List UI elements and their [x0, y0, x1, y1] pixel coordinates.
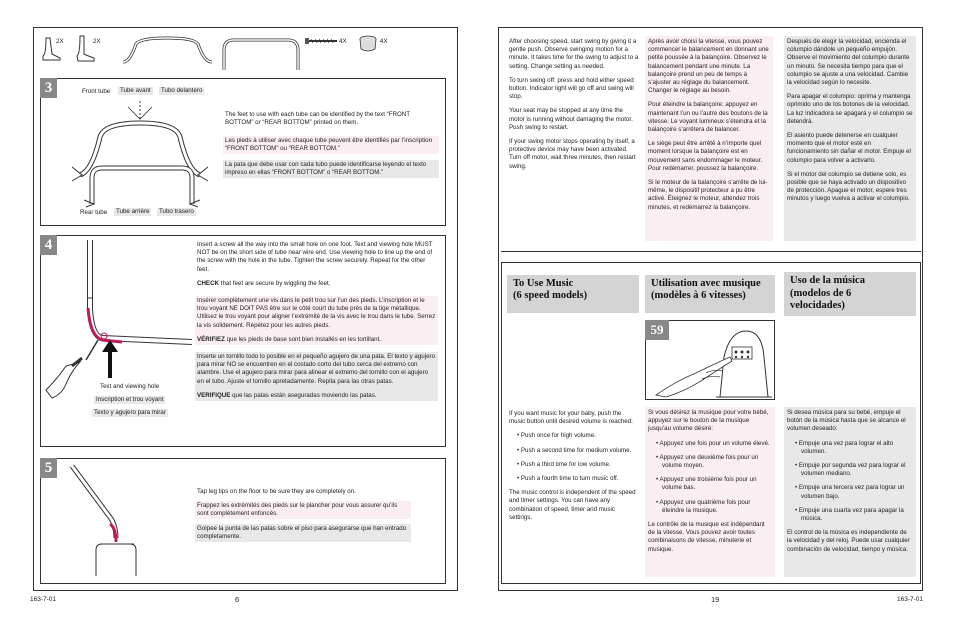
speed-fr-p1: Après avoir choisi la vitesse, vous pouvez commencer le balancement en donnant une petite poussée à la balançoire. Observez le balancement pendant une minute. La balançoire prend un peu de temps à s’ajuster au réglage du balancement. Changer le réglage au besoin. — [648, 38, 769, 95]
music-step-number: 59 — [645, 320, 669, 340]
music-en-bullet-3-text: Push a third time for low volume. — [520, 460, 611, 468]
step4-check-en — [197, 280, 434, 288]
step3-front-label-es: Tubo delantero — [161, 87, 203, 94]
music-en-bullet-2-text: Push a second time for medium volume. — [520, 446, 632, 454]
music-es-bullet-3: • Empuje una tercera vez para lograr un volumen bajo. — [795, 484, 905, 500]
music-es-bullet-4: • Empuje una cuarta vez para apagar la música. — [795, 506, 904, 523]
music-es-list — [787, 440, 913, 524]
step4-label-fr: Inscription et trou voyant — [96, 396, 164, 403]
music-fr-list — [648, 440, 772, 515]
step4-text-fr — [195, 296, 438, 345]
music-title-es: Uso de la música (modelos de 6 velocidades) — [784, 272, 916, 316]
music-en-bullet-4: • Push a fourth time to turn music off. — [517, 475, 619, 483]
music-en-bullet-1-text: Push once for high volume. — [520, 432, 596, 440]
music-fr-bullet-1: • Appuyez une fois pour un volume élevé. — [656, 439, 770, 447]
speed-es-p1: Después de elegir la velocidad, encienda el columpio dándole un pequeño empujón. Observe el movimiento del columpio durante un minuto. Se necesita tiempo para que el columpio se ajuste a una velocidad. Cambie la velocidad según lo necesite. — [787, 38, 910, 87]
step4-check-en-text: that feet are secure by wiggling the feet. — [219, 279, 331, 287]
speed-es-p4: Si el motor del columpio se detiene solo, es posible que se haya activado un dispositivo de protección. Apague el motor, espere tres minutos y luego vuelva a activar el columpio. — [787, 170, 910, 203]
music-fr-bullet-2: • Appuyez une deuxième fois pour un volume moyen. — [656, 453, 759, 470]
right-footer-page: 19 — [711, 595, 720, 604]
step4-text-es — [195, 352, 438, 401]
step4-instruction-es: Inserte un tornillo todo lo posible en el pequeño agujero de una pata. El texto y agujero para mirar NO se encuentren en el costado corto del tubo cerca del extremo con alambre. Use el agujero para mirar para alinear el extremo del tornillo con el agujero en el tubo. Ajuste el tornillo apretadamente. Repita para las otras patas. — [197, 353, 436, 385]
music-title-en: To Use Music (6 speed models) — [507, 275, 639, 313]
step3-rear-label-es: Tubo trasero — [159, 208, 194, 215]
music-col-en — [509, 410, 639, 528]
music-fr-outro: Le contrôle de la musique est indépendant de la vitesse. Vous pouvez avoir toutes combinaisons de vitesse, minuterie et musique. — [648, 521, 765, 553]
speed-en-p4: If your swing motor stops operating by itself, a protective device may have been activated. Turn off motor, wait three minutes, then restart swing. — [509, 138, 636, 170]
music-fr-intro: Si vous désirez la musique pour votre bébé, appuyez sur le bouton de la musique jusqu’au volume désiré: — [648, 409, 769, 433]
music-fr-bullet-3: • Appuyez une troisième fois pour un volume bas. — [656, 476, 757, 492]
music-es-bullet-1: • Empuje una vez para lograr el alto volumen. — [795, 439, 894, 455]
step4-number: 4 — [40, 235, 57, 255]
speed-es-p2: Para apagar el columpio: oprima y mantenga oprimido uno de los botones de la velocidad. La luz indicadora se apagará y el columpio se detendrá. — [787, 93, 913, 125]
step5-text-es: Golpee la punta de las patas sobre el piso para asegurarse que han entrado completamente. — [195, 524, 411, 542]
music-fr-bullet-3-text: Appuyez une troisième fois pour un volume bas. — [659, 476, 757, 492]
front-tube-part-icon — [120, 36, 215, 64]
step3-front-label-fr: Tube avant — [120, 87, 151, 94]
step4-check-es-text: que las patas están aseguradas moviendo las patas. — [230, 391, 377, 399]
step4-text-en — [197, 241, 434, 294]
step4-check-es-bold: VERIFIQUE — [197, 391, 231, 399]
screw-part-icon — [305, 37, 339, 45]
music-es-intro: Si desea música para su bebé, empuje el botón de la música hasta que se alcance el volumen deseado: — [787, 409, 906, 433]
speed-col-es — [784, 36, 916, 241]
music-en-bullet-2: • Push a second time for medium volume. — [517, 446, 632, 454]
speed-en-p2: To turn swing off: press and hold either speed button. Indicator light will go off and swing will stop. — [509, 76, 634, 101]
music-en-bullet-4-text: Push a fourth time to turn music off. — [520, 475, 619, 483]
music-es-outro: El control de la música es independiente de la velocidad y del reloj. Puede usar cualquier combinación de velocidad, tiempo y música. — [787, 529, 910, 553]
cap-part-icon — [358, 35, 378, 53]
parts-qty-3: 4X — [339, 38, 347, 45]
music-es-bullet-3-text: Empuje una tercera vez para lograr un volumen bajo. — [798, 484, 905, 500]
step3-text-en: The feet to use with each tube can be identified by the text “FRONT BOTTOM” or “REAR BOTTOM” printed on them. — [225, 111, 410, 127]
music-es-bullet-2-text: Empuje por segunda vez para lograr el volumen mediano. — [798, 462, 906, 478]
rear-tube-part-icon — [220, 34, 302, 74]
music-fr-bullet-4-text: Appuyez une quatrième fois pour éteindre la musique. — [659, 498, 751, 514]
music-es-bullet-1-text: Empuje una vez para lograr el alto volumen. — [798, 439, 894, 455]
step3-front-label-en: Front tube — [82, 88, 111, 95]
music-en-bullet-3: • Push a third time for low volume. — [517, 460, 611, 468]
left-footer-code: 163-7-01 — [30, 596, 57, 603]
speed-fr-p4: Si le moteur de la balançoire s’arrête de lui-même, le dispositif protecteur a pu être activé. Éteignez le moteur, attendez trois minutes, et redémarrez la balançoire. — [648, 179, 768, 211]
music-fr-bullet-2-text: Appuyez une deuxième fois pour un volume moyen. — [659, 453, 759, 470]
step4-check-es — [197, 392, 436, 400]
left-footer-page: 6 — [235, 595, 240, 604]
step4-label-es: Texto y agujero para mirar — [94, 409, 166, 416]
music-fr-bullet-4: • Appuyez une quatrième fois pour éteindre la musique. — [656, 498, 751, 514]
speed-fr-p2: Pour éteindre la balançoire: appuyez en maintenant l’un ou l’autre des boutons de la vitesse. Le voyant lumineux s’éteindra et la balançoire s’arrêtera de balancer. — [648, 101, 768, 134]
music-fr-bullet-1-text: Appuyez une fois pour un volume élevé. — [659, 439, 770, 447]
speed-en-p1: After choosing speed, start swing by giving it a gentle push. Observe swinging motion for a minute. It takes time for the swing to adjust to a setting. Change setting as needed. — [509, 38, 639, 70]
speed-col-fr — [645, 36, 773, 241]
right-footer-code: 163-7-01 — [897, 596, 924, 603]
speed-col-en — [509, 38, 639, 177]
music-col-es — [784, 407, 916, 577]
music-es-bullet-4-text: Empuje una cuarta vez para apagar la música. — [798, 506, 904, 523]
music-title-fr: Utilisation avec musique (modèles à 6 vitesses) — [645, 275, 775, 313]
music-col-fr — [645, 407, 775, 577]
speed-en-p3: Your seat may be stopped at any time the motor is running without damaging the motor. Push swing to restart. — [509, 107, 633, 131]
step3-rear-label-fr: Tube arrière — [116, 208, 150, 215]
speed-fr-p3: Le siège peut être arrêté à n’importe quel moment lorsque la balançoire est en mouvement sans endommager le moteur. Pour redémarrer, poussez la balançoire. — [648, 140, 763, 172]
music-button-diagram — [646, 321, 774, 399]
step3-rear-label-en: Rear tube — [80, 209, 108, 216]
step4-check-fr-bold: VÉRIFIEZ — [197, 335, 225, 343]
step5-number: 5 — [40, 458, 57, 478]
rear-tube-diagram — [82, 160, 202, 208]
step4-check-fr-text: que les pieds de base sont bien installés en les tortillant. — [224, 335, 382, 343]
music-en-list — [509, 432, 639, 483]
step3-text-es: La pata que debe usar con cada tubo puede identificarse leyendo el texto impreso en ellas “FRONT BOTTOM” o “REAR BOTTOM.” — [223, 160, 439, 178]
speed-es-p3: El asiento puede detenerse en cualquier momento que el motor esté en funcionamiento sin dañar el motor. Empuje el columpio para volver a activarlo. — [787, 132, 911, 164]
parts-qty-1: 2X — [56, 38, 64, 45]
step4-label-en: Text and viewing hole — [100, 383, 160, 390]
tap-leg-diagram — [60, 462, 160, 580]
parts-qty-4: 4X — [380, 38, 388, 45]
music-en-outro: The music control is independent of the speed and timer settings. You can have any combination of speed, timer and music settings. — [509, 489, 636, 521]
step4-check-en-bold: CHECK — [197, 279, 220, 287]
step4-check-fr — [197, 336, 436, 344]
music-es-bullet-2: • Empuje por segunda vez para lograr el volumen mediano. — [795, 462, 906, 478]
step3-text-fr: Les pieds à utiliser avec chaque tube peuvent être identifiés par l’inscription “FRONT BOTTOM” ou “REAR BOTTOM.” — [223, 136, 439, 154]
step5-text-fr: Frappez les extrémités des pieds sur le plancher pour vous assurer qu’ils sont complètement enfoncés. — [195, 501, 411, 519]
parts-qty-2: 2X — [93, 38, 101, 45]
step4-instruction-fr: Insérer complètement une vis dans le petit trou sur l’un des pieds. L’inscription et le trou voyant NE DOIT PAS être sur le côté court du tube près de la tige métallique. Utilisez le trou voyant pour aligner l’extrémité de la vis avec le trou dans le tube. Serrez la vis solidement. Répétez pour les autres pieds. — [197, 297, 436, 329]
step4-instruction-en: Insert a screw all the way into the small hole on one foot. Text and viewing hole MUST NOT be on the short side of tube near wire end. Use viewing hole to line up the end of the screw with the hole in the tube. Tighten the screw securely. Repeat for the other feet. — [197, 241, 433, 273]
step3-number: 3 — [40, 78, 57, 98]
music-en-intro: If you want music for your baby, push the music button until desired volume is reached: — [509, 410, 633, 426]
step5-text-en: Tap leg tips on the floor to be sure they are completely on. — [197, 488, 356, 495]
music-en-bullet-1: • Push once for high volume. — [517, 432, 596, 440]
